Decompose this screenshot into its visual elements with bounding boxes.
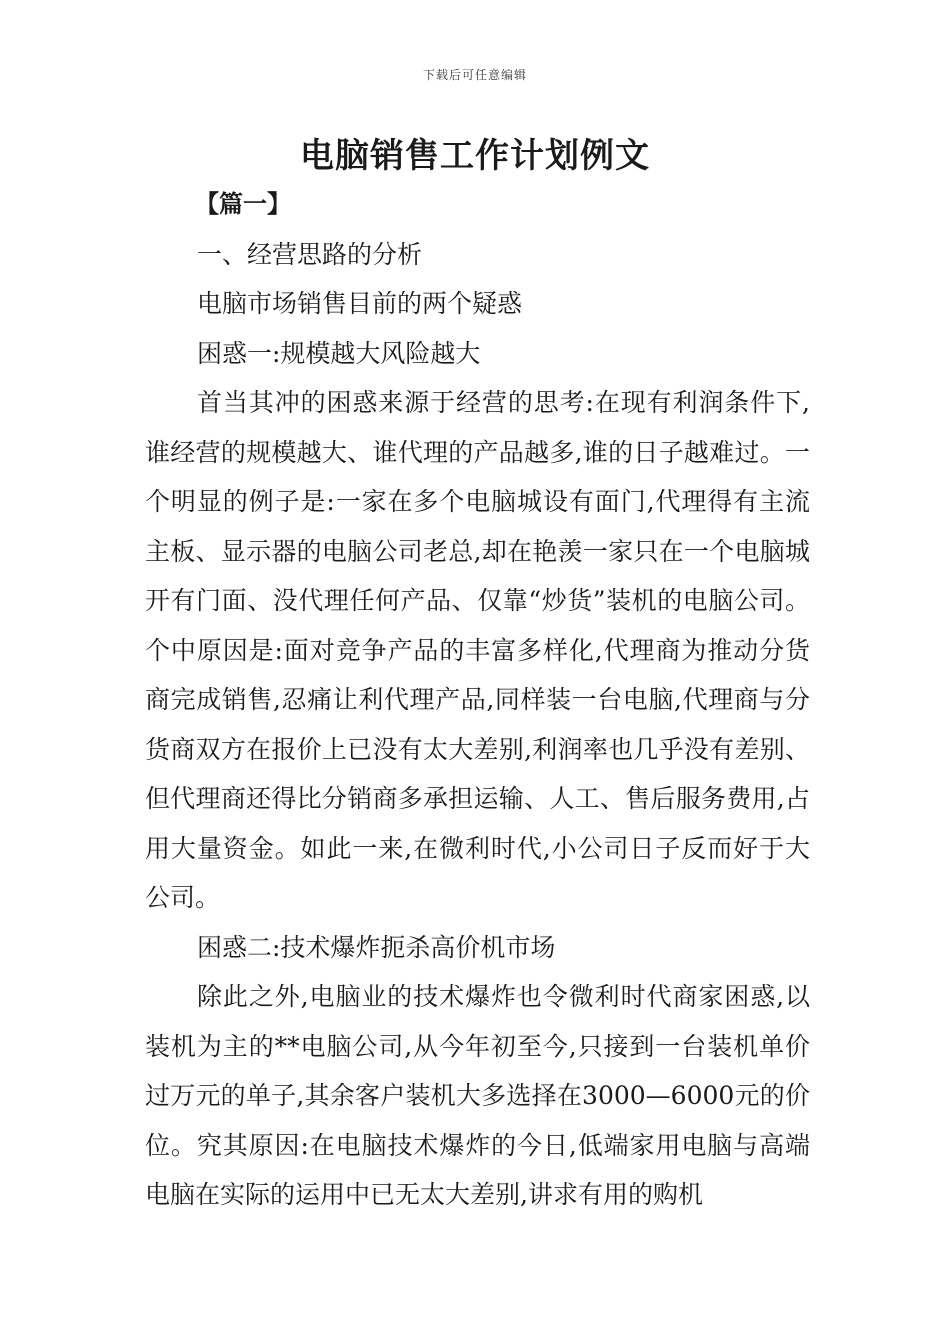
header-note: 下载后可任意编辑 xyxy=(422,68,527,82)
confusion-2-title: 困惑二:技术爆炸扼杀高价机市场 xyxy=(197,932,556,962)
document-title: 电脑销售工作计划例文 xyxy=(300,136,650,176)
subheading-two-doubts: 电脑市场销售目前的两个疑惑 xyxy=(197,289,523,318)
confusion-1-paragraph: 首当其冲的困惑来源于经营的思考:在现有利润条件下,谁经营的规模越大、谁代理的产品越多,谁的日子越难过。一个明显的例子是:一家在多个电脑城设有面门,代理得有主流主板、显示器的电脑公司老总,却在艳羡一家只在一个电脑城开有门面、没代理任何产品、仅靠“炒货”装机的电脑公司。个中原因是:面对竞争产品的丰富多样化,代理商为推动分货商完成销售,忍痛让利代理产品,同样装一台电脑,代理商与分货商双方在报价上已没有太大差别,利润率也几乎没有差别、但代理商还得比分销商多承担运输、人工、售后服务费用,占用大量资金。如此一来,在微利时代,小公司日子反而好于大公司。 xyxy=(145,388,810,912)
document-body xyxy=(145,180,810,1220)
heading-business-analysis: 一、经营思路的分析 xyxy=(197,239,423,269)
confusion-1-title: 困惑一:规模越大风险越大 xyxy=(197,338,481,368)
section-mark: 【篇一】 xyxy=(195,190,291,218)
confusion-2-paragraph: 除此之外,电脑业的技术爆炸也令微利时代商家困惑,以装机为主的**电脑公司,从今年初至今,只接到一台装机单价过万元的单子,其余客户装机大多选择在3000—6000元的价位。究其原因:在电脑技术爆炸的今日,低端家用电脑与高端电脑在实际的运用中已无太大差别,讲求有用的购机 xyxy=(145,982,810,1209)
